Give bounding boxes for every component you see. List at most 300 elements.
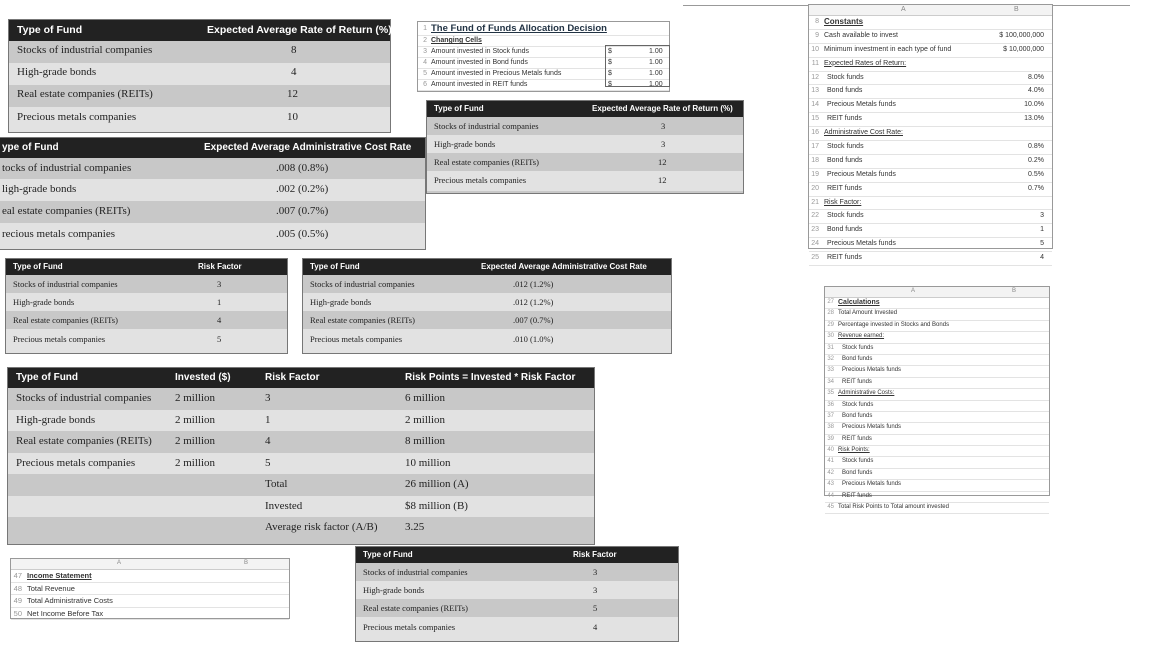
table-row: [8, 474, 594, 496]
sheet-row: [825, 492, 1049, 503]
row-number: 22: [811, 212, 819, 220]
table-row: [356, 617, 678, 641]
sheet-row: [809, 44, 1052, 58]
row-number: 50: [13, 608, 22, 618]
cell-label: Total Amount Invested: [838, 310, 898, 317]
header-type-of-fund: Type of Fund: [434, 104, 484, 113]
table-row: [0, 179, 425, 201]
fund-name: Real estate companies (REITs): [363, 603, 468, 613]
sheet-row: [809, 197, 1052, 211]
table-row: [8, 453, 594, 475]
sheet-title: The Fund of Funds Allocation Decision: [431, 23, 607, 34]
invested-value: 2 million: [175, 392, 216, 404]
cell-label: Amount invested in REIT funds: [431, 81, 528, 88]
header-type-of-fund: Type of Fund: [17, 24, 83, 36]
table-row: [427, 153, 743, 171]
fund-value: 10: [287, 111, 298, 123]
fund-name: High-grade bonds: [16, 413, 96, 426]
row-number: 40: [827, 447, 834, 454]
changing-cell-value[interactable]: 1.00: [649, 70, 663, 77]
cell-label: Constants: [824, 17, 864, 26]
sheet-row: [418, 22, 669, 36]
changing-cell-value[interactable]: 1.00: [649, 59, 663, 66]
table-row: [356, 599, 678, 617]
fund-value: .007 (0.7%): [276, 205, 329, 217]
cell-label: Bond funds: [827, 226, 863, 234]
column-b-header: B: [1014, 6, 1019, 13]
row-number: 23: [811, 226, 819, 234]
admin-cost-table-2: [302, 258, 672, 354]
risk-factor-value: Average risk factor (A/B): [265, 521, 378, 533]
row-number: 35: [827, 390, 834, 397]
cell-label: Expected Rates of Return:: [824, 59, 907, 67]
row-number: 3: [423, 48, 427, 55]
fund-value: .012 (1.2%): [513, 279, 554, 289]
header-risk-factor: Risk Factor: [198, 262, 242, 271]
cell-label: Risk Factor:: [824, 198, 862, 206]
fund-name: recious metals companies: [2, 228, 116, 240]
income-statement-sheet: [10, 558, 290, 619]
return-rate-table: [8, 19, 391, 133]
fund-name: Real estate companies (REITs): [13, 315, 118, 325]
sheet-row: [809, 238, 1052, 252]
cell-value[interactable]: 10.0%: [1024, 101, 1044, 109]
row-number: 6: [423, 81, 427, 88]
fund-name: High-grade bonds: [434, 139, 496, 149]
header-type-of-fund: ype of Fund: [2, 142, 59, 153]
calculations-sheet: [824, 286, 1050, 511]
cell-label: Revenue earned:: [838, 333, 885, 340]
cell-label: Total Risk Points to Total amount invested: [838, 504, 949, 511]
cell-label: Minimum investment in each type of fund: [824, 45, 952, 53]
table-row: [303, 329, 671, 353]
risk-points-value: 8 million: [405, 435, 446, 447]
cell-label: Administrative Cost Rate:: [824, 129, 903, 137]
fund-name: High-grade bonds: [13, 297, 75, 307]
table-row: [6, 293, 287, 311]
column-header-row: [825, 287, 1049, 298]
fund-name: High-grade bonds: [310, 297, 372, 307]
risk-factor-value: 5: [265, 456, 271, 469]
fund-value: 3: [661, 139, 666, 149]
row-number: 37: [827, 412, 834, 419]
fund-value: .002 (0.2%): [276, 183, 329, 195]
risk-points-table: [7, 367, 595, 545]
sheet-row: [809, 141, 1052, 155]
fund-name: Real estate companies (REITs): [17, 88, 153, 100]
sheet-row: [825, 344, 1049, 355]
table-row: [0, 158, 425, 179]
sheet-row: [825, 423, 1049, 434]
fund-name: Precious metals companies: [310, 334, 403, 344]
cell-value[interactable]: $ 100,000,000: [999, 31, 1044, 39]
fund-value: 4: [217, 315, 222, 325]
row-number: 12: [811, 73, 819, 81]
fund-value: 4: [593, 622, 598, 632]
row-number: 5: [423, 70, 427, 77]
fund-name: High-grade bonds: [17, 66, 97, 78]
row-number: 14: [811, 101, 819, 109]
column-header-row: [11, 559, 289, 570]
cell-label: REIT funds: [827, 184, 862, 192]
fund-name: Real estate companies (REITs): [434, 157, 539, 167]
table-row: [8, 517, 594, 545]
cell-value[interactable]: 0.7%: [1028, 184, 1044, 192]
header-type-of-fund: Type of Fund: [16, 372, 79, 383]
table-row: [9, 107, 390, 132]
table-row: [427, 171, 743, 191]
row-number: 29: [827, 321, 834, 328]
cell-label: REIT funds: [842, 435, 872, 442]
risk-factor-value: 3: [265, 392, 271, 404]
table-row: [303, 311, 671, 329]
cell-label: REIT funds: [842, 492, 872, 499]
cell-label: Stock funds: [842, 401, 874, 408]
cell-label: Bond funds: [842, 355, 873, 362]
table-row: [9, 63, 390, 85]
cell-value[interactable]: 13.0%: [1024, 115, 1044, 123]
table-row: [356, 563, 678, 581]
row-number: 11: [811, 59, 819, 67]
row-number: 41: [827, 458, 834, 465]
currency-symbol: $: [608, 48, 612, 55]
fund-value: 3: [217, 279, 222, 289]
row-number: 49: [13, 596, 22, 605]
cell-label: Precious Metals funds: [842, 481, 902, 488]
sheet-row: [825, 378, 1049, 389]
fund-name: ligh-grade bonds: [2, 183, 77, 195]
table-row: [0, 201, 425, 223]
header-risk-points: Risk Points = Invested * Risk Factor: [405, 372, 576, 383]
cell-label: Stock funds: [827, 212, 864, 220]
fund-name: Stocks of industrial companies: [16, 392, 152, 404]
sheet-row: [11, 595, 289, 608]
row-number: 42: [827, 469, 834, 476]
fund-name: eal estate companies (REITs): [2, 205, 131, 217]
row-number: 31: [827, 344, 834, 351]
sheet-row: [825, 366, 1049, 377]
fund-value: 5: [217, 334, 222, 344]
column-a-header: A: [117, 560, 122, 566]
fund-value: 3: [661, 121, 666, 131]
fund-name: Precious metals companies: [13, 334, 106, 344]
cell-label: Calculations: [838, 299, 880, 306]
risk-points-value: 26 million (A): [405, 478, 469, 490]
header-type-of-fund: Type of Fund: [363, 550, 413, 559]
row-number: 19: [811, 170, 819, 178]
sheet-row: [809, 127, 1052, 141]
row-number: 43: [827, 481, 834, 488]
table-header: [356, 547, 678, 563]
fund-name: Real estate companies (REITs): [16, 435, 152, 447]
risk-points-value: 10 million: [405, 456, 451, 469]
header-risk-factor: Risk Factor: [265, 372, 320, 383]
changing-cell-value[interactable]: 1.00: [649, 48, 663, 55]
row-number: 38: [827, 424, 834, 431]
row-number: 18: [811, 156, 819, 164]
changing-cell-value[interactable]: 1.00: [649, 81, 663, 88]
fund-value: 12: [658, 157, 667, 167]
sheet-row: [11, 608, 289, 621]
row-number: 15: [811, 115, 819, 123]
row-number: 9: [815, 31, 819, 39]
row-number: 33: [827, 367, 834, 374]
fund-name: Precious metals companies: [434, 175, 527, 185]
header-return-rate: Expected Average Rate of Return (%): [592, 104, 733, 113]
cell-label: Precious Metals funds: [842, 367, 902, 374]
cell-label: REIT funds: [827, 254, 862, 262]
table-row: [6, 275, 287, 293]
fund-value: .005 (0.5%): [276, 228, 329, 240]
row-number: 8: [815, 18, 819, 25]
fund-name: Stocks of industrial companies: [17, 44, 153, 56]
table-row: [303, 275, 671, 293]
fund-value: 3: [593, 585, 598, 595]
header-return-rate: Expected Average Rate of Return (%): [207, 24, 392, 36]
row-number: 1: [423, 25, 427, 32]
column-a-header: A: [911, 288, 916, 294]
sheet-row: [825, 309, 1049, 320]
sheet-row: [825, 412, 1049, 423]
cell-label: Bond funds: [842, 469, 873, 476]
column-a-header: A: [901, 6, 906, 13]
table-header: [303, 259, 671, 275]
sheet-row: [809, 183, 1052, 197]
row-number: 13: [811, 87, 819, 95]
invested-value: 2 million: [175, 456, 216, 469]
cell-label: Cash available to invest: [824, 31, 898, 39]
cell-value[interactable]: 8.0%: [1028, 73, 1044, 81]
risk-factor-value: Invested: [265, 499, 303, 512]
row-number: 21: [811, 198, 819, 206]
cell-label: Percentage invested in Stocks and Bonds: [838, 321, 950, 328]
cell-value[interactable]: 4: [1040, 254, 1044, 262]
sheet-row: [11, 570, 289, 583]
invested-value: 2 million: [175, 413, 216, 426]
sheet-row: [825, 457, 1049, 468]
sheet-row: [825, 446, 1049, 457]
currency-symbol: $: [608, 59, 612, 66]
fund-name: Precious metals companies: [17, 111, 137, 123]
table-header: [9, 20, 390, 41]
risk-factor-table: [5, 258, 288, 354]
cell-label: Stock funds: [842, 344, 874, 351]
sheet-row: [809, 72, 1052, 86]
cell-label: Income Statement: [27, 571, 92, 580]
cell-value[interactable]: 0.2%: [1028, 156, 1044, 164]
fund-value: .012 (1.2%): [513, 297, 554, 307]
sheet-row: [809, 58, 1052, 72]
sheet-row: [809, 224, 1052, 238]
constants-sheet: [808, 4, 1053, 262]
cell-label: Precious Metals funds: [842, 424, 902, 431]
cell-value[interactable]: $ 10,000,000: [1003, 45, 1044, 53]
fund-name: Stocks of industrial companies: [363, 567, 468, 577]
fund-value: .008 (0.8%): [276, 162, 329, 174]
row-number: 32: [827, 355, 834, 362]
return-rate-table-2: [426, 100, 744, 194]
header-type-of-fund: Type of Fund: [13, 262, 63, 271]
row-number: 17: [811, 143, 819, 151]
cell-value[interactable]: 1: [1040, 226, 1044, 234]
sheet-row: [809, 30, 1052, 44]
fund-name: Stocks of industrial companies: [13, 279, 118, 289]
sheet-row: [809, 169, 1052, 183]
sheet-row: [825, 355, 1049, 366]
sheet-row: [809, 252, 1052, 266]
cell-value[interactable]: 0.8%: [1028, 143, 1044, 151]
column-header-row: [809, 5, 1052, 16]
row-number: 10: [811, 45, 819, 53]
cell-label: Bond funds: [827, 156, 863, 164]
table-row: [6, 311, 287, 329]
table-row: [8, 410, 594, 432]
row-number: 4: [423, 59, 427, 66]
sheet-row: [825, 469, 1049, 480]
sheet-row: [825, 503, 1049, 514]
cell-value[interactable]: 0.5%: [1028, 170, 1044, 178]
table-row: [356, 581, 678, 599]
header-type-of-fund: Type of Fund: [310, 262, 360, 271]
sheet-row: [11, 583, 289, 596]
cell-label: Stock funds: [842, 458, 874, 465]
sheet-row: [825, 298, 1049, 309]
table-header: [0, 138, 425, 158]
risk-points-value: 2 million: [405, 413, 446, 426]
risk-points-value: $8 million (B): [405, 499, 468, 512]
fund-name: Stocks of industrial companies: [310, 279, 415, 289]
header-risk-factor: Risk Factor: [573, 550, 617, 559]
row-number: 25: [811, 254, 819, 262]
cell-value[interactable]: 4.0%: [1028, 87, 1044, 95]
sheet-row: [825, 401, 1049, 412]
table-row: [6, 329, 287, 353]
currency-symbol: $: [608, 70, 612, 77]
fund-name: Precious metals companies: [16, 456, 136, 469]
table-row: [427, 117, 743, 135]
cell-label: Changing Cells: [431, 37, 482, 44]
sheet-row: [825, 389, 1049, 400]
row-number: 44: [827, 492, 834, 499]
cell-label: Total Revenue: [27, 583, 75, 593]
cell-label: Precious Metals funds: [827, 170, 896, 178]
table-header: [6, 259, 287, 275]
cell-label: Risk Points:: [838, 447, 870, 454]
fund-name: High-grade bonds: [363, 585, 425, 595]
cell-value[interactable]: 5: [1040, 240, 1044, 248]
column-b-header: B: [1012, 288, 1017, 294]
row-number: 16: [811, 129, 819, 137]
row-number: 34: [827, 378, 834, 385]
sheet-row: [809, 16, 1052, 30]
row-number: 48: [13, 583, 22, 593]
row-number: 47: [13, 571, 22, 580]
cell-label: Amount invested in Precious Metals funds: [431, 70, 562, 77]
risk-factor-value: 4: [265, 435, 271, 447]
row-number: 30: [827, 333, 834, 340]
fund-value: 12: [287, 88, 298, 100]
cell-label: Bond funds: [842, 412, 873, 419]
table-header: [427, 101, 743, 117]
allocation-decision-sheet: [417, 21, 670, 92]
cell-label: Amount invested in Bond funds: [431, 59, 528, 66]
row-number: 2: [423, 37, 427, 44]
cell-label: REIT funds: [842, 378, 872, 385]
fund-value: 4: [291, 66, 297, 78]
fund-name: Precious metals companies: [363, 622, 456, 632]
cell-label: Precious Metals funds: [827, 101, 896, 109]
invested-value: 2 million: [175, 435, 216, 447]
sheet-row: [809, 113, 1052, 127]
row-number: 20: [811, 184, 819, 192]
row-number: 36: [827, 401, 834, 408]
cell-label: REIT funds: [827, 115, 862, 123]
sheet-row: [809, 155, 1052, 169]
table-row: [8, 388, 594, 410]
header-invested: Invested ($): [175, 372, 231, 383]
table-header: [8, 368, 594, 388]
risk-factor-value: 1: [265, 413, 271, 426]
row-number: 27: [827, 299, 834, 305]
cell-label: Bond funds: [827, 87, 863, 95]
risk-factor-value: Total: [265, 478, 288, 490]
column-b-header: B: [244, 560, 249, 566]
fund-value: 1: [217, 297, 222, 307]
fund-value: 12: [658, 175, 667, 185]
sheet-row: [825, 480, 1049, 491]
sheet-row: [825, 321, 1049, 332]
row-number: 24: [811, 240, 819, 248]
cell-label: Amount invested in Stock funds: [431, 48, 530, 55]
table-row: [9, 85, 390, 107]
fund-value: 3: [593, 567, 598, 577]
cell-label: Precious Metals funds: [827, 240, 896, 248]
table-row: [427, 135, 743, 153]
currency-symbol: $: [608, 81, 612, 88]
table-row: [8, 496, 594, 518]
fund-name: Stocks of industrial companies: [434, 121, 539, 131]
row-number: 28: [827, 310, 834, 317]
sheet-row: [809, 99, 1052, 113]
fund-value: 5: [593, 603, 598, 613]
cell-label: Net Income Before Tax: [27, 608, 104, 618]
sheet-row: [809, 210, 1052, 224]
fund-name: tocks of industrial companies: [2, 162, 132, 174]
cell-label: Stock funds: [827, 143, 864, 151]
sheet-row: [825, 332, 1049, 343]
fund-value: .010 (1.0%): [513, 334, 554, 344]
cell-value[interactable]: 3: [1040, 212, 1044, 220]
cell-label: Stock funds: [827, 73, 864, 81]
fund-name: Real estate companies (REITs): [310, 315, 415, 325]
value-box: [605, 45, 670, 87]
table-row: [303, 293, 671, 311]
sheet-row: [825, 435, 1049, 446]
cell-label: Administrative Costs:: [838, 390, 895, 397]
sheet-row: [809, 85, 1052, 99]
row-number: 39: [827, 435, 834, 442]
header-admin-cost: Expected Average Administrative Cost Rate: [204, 142, 412, 153]
table-row: [0, 223, 425, 249]
fund-value: .007 (0.7%): [513, 315, 554, 325]
risk-factor-table-2: [355, 546, 679, 642]
cell-label: Total Administrative Costs: [27, 596, 113, 605]
risk-points-value: 6 million: [405, 392, 446, 404]
table-row: [8, 431, 594, 453]
fund-value: 8: [291, 44, 297, 56]
table-row: [9, 41, 390, 63]
admin-cost-table: [0, 137, 426, 250]
